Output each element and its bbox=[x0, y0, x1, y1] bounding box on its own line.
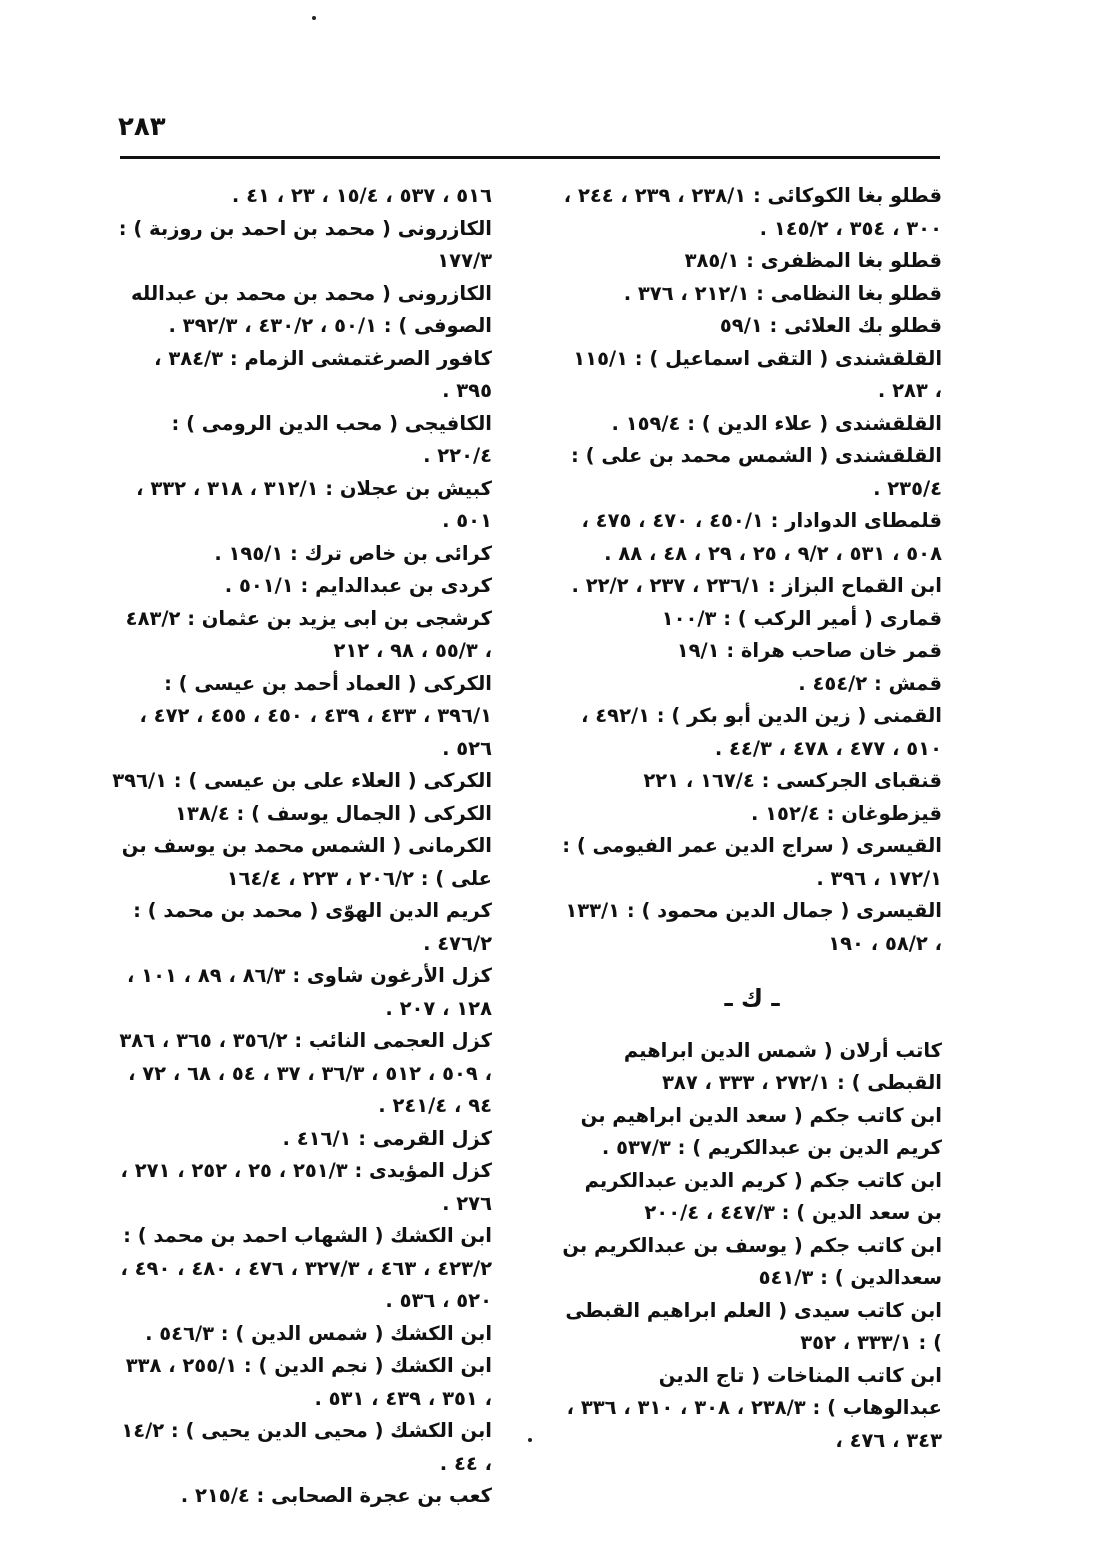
header-rule bbox=[120, 156, 940, 159]
index-entry: ابن الكشك ( محيى الدين يحيى ) : ١٤/٢ ، ٤٤ . bbox=[121, 1419, 492, 1475]
index-entry: كزل الأرغون شاوى : ٨٦/٣ ، ٨٩ ، ١٠١ ، ١٢٨ ، ٢٠٧ . bbox=[126, 964, 492, 1020]
index-entry: كرشجى بن ابى يزيد بن عثمان : ٤٨٣/٢ ، ٥٥/٣ ، ٩٨ ، ٢١٢ bbox=[125, 606, 492, 662]
index-entry: كافور الصرغتمشى الزمام : ٣٨٤/٣ ، ٣٩٥ . bbox=[154, 346, 492, 402]
index-entry: ابن كاتب جكم ( كريم الدين عبدالكريم بن سعد الدين ) : ٤٤٧/٣ ، ٢٠٠/٤ bbox=[584, 1168, 942, 1224]
section-letter-heading: ـ ك ـ bbox=[724, 984, 780, 1012]
index-entry: القلقشندى ( الشمس محمد بن على ) : ٢٣٥/٤ . bbox=[571, 444, 942, 500]
index-entry: الكازرونى ( محمد بن احمد بن روزبة ) : ١٧٧/٣ bbox=[118, 216, 492, 272]
index-entry: ابن كاتب جكم ( سعد الدين ابراهيم بن كريم الدين بن عبدالكريم ) : ٥٣٧/٣ . bbox=[580, 1103, 942, 1159]
index-entry: الكرمانى ( الشمس محمد بن يوسف بن على ) : ٢٠٦/٢ ، ٢٢٣ ، ١٦٤/٤ bbox=[121, 834, 492, 890]
index-entry: قمر خان صاحب هراة : ١٩/١ bbox=[676, 639, 942, 662]
index-entry: الكركى ( العلاء على بن عيسى ) : ٣٩٦/١ bbox=[112, 769, 492, 792]
index-entry: قطلو بك العلائى : ٥٩/١ bbox=[719, 314, 942, 337]
print-speck bbox=[312, 16, 316, 20]
index-entry: ابن الكشك ( الشهاب احمد بن محمد ) : ٤٢٣/٢ ، ٤٦٣ ، ٣٢٧/٣ ، ٤٧٦ ، ٤٨٠ ، ٤٩٠ ، ٥٢٠ ، ٥٣٦ . bbox=[120, 1224, 492, 1312]
index-entry: القلقشندى ( علاء الدين ) : ١٥٩/٤ . bbox=[611, 411, 942, 435]
page-number: ٢٨٣ bbox=[118, 112, 166, 142]
index-entry: ابن الكشك ( شمس الدين ) : ٥٤٦/٣ . bbox=[145, 1321, 492, 1345]
index-entry: ابن كاتب جكم ( يوسف بن عبدالكريم بن سعدالدين ) : ٥٤١/٣ bbox=[562, 1233, 942, 1289]
right-index-column bbox=[562, 180, 942, 1457]
index-entry: كعب بن عجرة الصحابى : ٢١٥/٤ . bbox=[180, 1484, 492, 1507]
index-entry: القيسرى ( سراج الدين عمر الفيومى ) : ١٧٢/١ ، ٣٩٦ . bbox=[562, 834, 942, 890]
index-entry: قطلو بغا المظفرى : ٣٨٥/١ bbox=[684, 249, 942, 272]
index-entry: القيسرى ( جمال الدين محمود ) : ١٣٣/١ ، ٥٨/٢ ، ١٩٠ bbox=[565, 899, 942, 955]
index-entry: كردى بن عبدالدايم : ٥٠١/١ . bbox=[224, 574, 492, 597]
index-entry: ابن القماح البزاز : ٢٣٦/١ ، ٢٣٧ ، ٢٢/٢ . bbox=[571, 574, 942, 597]
index-entry: ابن كاتب سيدى ( العلم ابراهيم القبطى ) : ٣٣٣/١ ، ٣٥٢ bbox=[565, 1298, 942, 1354]
index-entry: ابن كاتب المناخات ( تاج الدين عبدالوهاب ) : ٢٣٨/٣ ، ٣٠٨ ، ٣١٠ ، ٣٣٦ ، ٣٤٣ ، ٤٧٦ ، bbox=[566, 1363, 942, 1452]
index-entry: قنقباى الجركسى : ١٦٧/٤ ، ٢٢١ bbox=[643, 769, 942, 792]
index-entry: قمش : ٤٥٤/٢ . bbox=[798, 671, 942, 695]
index-entry: القلقشندى ( التقى اسماعيل ) : ١١٥/١ ، ٢٨٣ . bbox=[573, 346, 942, 402]
index-entry: كبيش بن عجلان : ٣١٢/١ ، ٣١٨ ، ٣٣٢ ، ٥٠١ . bbox=[136, 476, 492, 532]
index-entry: ابن الكشك ( نجم الدين ) : ٢٥٥/١ ، ٣٣٨ ، ٣٥١ ، ٤٣٩ ، ٥٣١ . bbox=[125, 1354, 492, 1410]
index-entry: قلمطاى الدوادار : ٤٥٠/١ ، ٤٧٠ ، ٤٧٥ ، ٥٠٨ ، ٥٣١ ، ٩/٢ ، ٢٥ ، ٢٩ ، ٤٨ ، ٨٨ . bbox=[581, 509, 942, 565]
index-entry: كزل المؤيدى : ٢٥١/٣ ، ٢٥ ، ٢٥٢ ، ٢٧١ ، ٢٧٦ . bbox=[120, 1159, 492, 1215]
index-entry: كزل القرمى : ٤١٦/١ . bbox=[282, 1126, 492, 1150]
index-entry: كاتب أرلان ( شمس الدين ابراهيم القبطى ) : ٢٧٢/١ ، ٣٣٣ ، ٣٨٧ bbox=[623, 1038, 942, 1094]
index-entry: قيزطوغان : ١٥٢/٤ . bbox=[750, 801, 942, 825]
left-index-column bbox=[112, 180, 492, 1513]
index-entry: الكافيجى ( محب الدين الرومى ) : ٢٢٠/٤ . bbox=[171, 411, 492, 467]
index-entry: كرائى بن خاص ترك : ١٩٥/١ . bbox=[214, 541, 492, 565]
index-entry: الكركى ( العماد أحمد بن عيسى ) : ٣٩٦/١ ، ٤٣٣ ، ٤٣٩ ، ٤٥٠ ، ٤٥٥ ، ٤٧٢ ، ٥٢٦ . bbox=[139, 671, 492, 760]
print-speck bbox=[528, 1438, 532, 1442]
index-entry: قطلو بغا النظامى : ٢١٢/١ ، ٣٧٦ . bbox=[623, 281, 942, 305]
index-entry: ٥١٦ ، ٥٣٧ ، ١٥/٤ ، ٢٣ ، ٤١ . bbox=[231, 184, 492, 207]
index-entry: الكركى ( الجمال يوسف ) : ١٣٨/٤ bbox=[175, 801, 492, 825]
index-entry: الكازرونى ( محمد بن محمد بن عبدالله الصوفى ) : ٥٠/١ ، ٤٣٠/٢ ، ٣٩٢/٣ . bbox=[131, 281, 492, 337]
index-entry: قطلو بغا الكوكائى : ٢٣٨/١ ، ٢٣٩ ، ٢٤٤ ، ٣٠٠ ، ٣٥٤ ، ١٤٥/٢ . bbox=[563, 184, 942, 240]
index-entry: كريم الدين الهوّى ( محمد بن محمد ) : ٤٧٦/٢ . bbox=[133, 899, 492, 955]
index-entry: كزل العجمى النائب : ٣٥٦/٢ ، ٣٦٥ ، ٣٨٦ ، ٥٠٩ ، ٥١٢ ، ٣٦/٣ ، ٣٧ ، ٥٤ ، ٦٨ ، ٧٢ ، ٩٤ ، ٢٤١/٤ . bbox=[119, 1029, 492, 1117]
index-entry: قمارى ( أمير الركب ) : ١٠٠/٣ bbox=[661, 606, 942, 630]
index-entry: القمنى ( زين الدين أبو بكر ) : ٤٩٢/١ ، ٥١٠ ، ٤٧٧ ، ٤٧٨ ، ٤٤/٣ . bbox=[581, 704, 942, 760]
